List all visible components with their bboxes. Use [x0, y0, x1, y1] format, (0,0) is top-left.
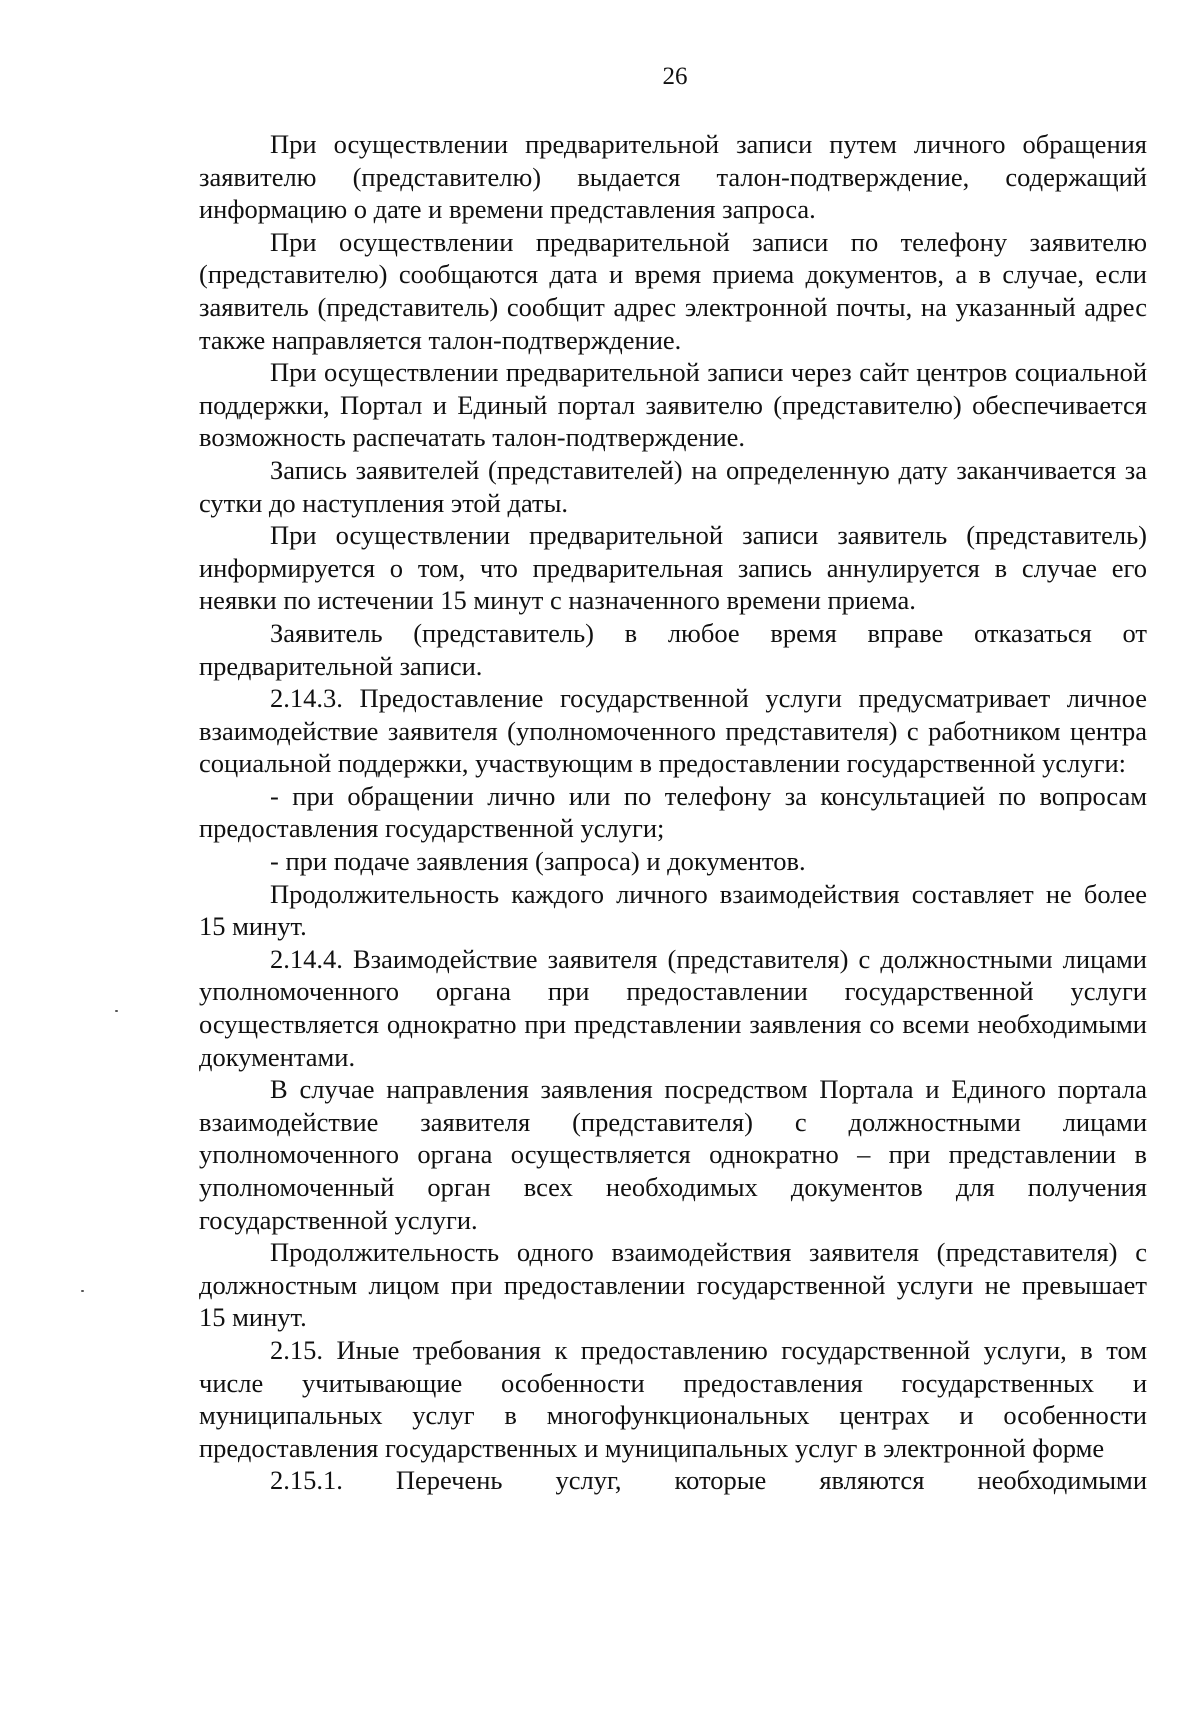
paragraph: Заявитель (представитель) в любое время вправе отказаться от предварительной записи. — [199, 617, 1147, 681]
paragraph: При осуществлении предварительной записи по телефону заявителю (представителю) сообщаются дата и время приема документов, а в случае, если заявитель (представитель) сообщит адрес электронной почты, на указанный адрес также направляется талон-подтверждение. — [199, 226, 1147, 355]
paragraph: При осуществлении предварительной записи заявитель (представитель) информируется о том, что предварительная запись аннулируется в случае его неявки по истечении 15 минут с назначенного времени приема. — [199, 520, 1147, 616]
paragraph: Продолжительность каждого личного взаимодействия составляет не более 15 минут. — [199, 878, 1147, 942]
page-number: 26 — [662, 63, 688, 90]
paragraph: При осуществлении предварительной записи путем личного обращения заявителю (представителю) выдается талон-подтверждение, содержащий информацию о дате и времени представления запроса. — [199, 129, 1147, 225]
paragraph: Продолжительность одного взаимодействия заявителя (представителя) с должностным лицом при предоставлении государственной услуги не превышает 15 минут. — [199, 1237, 1147, 1333]
scan-speck — [81, 1290, 84, 1292]
paragraph: 2.14.3. Предоставление государственной услуги предусматривает личное взаимодействие заявителя (уполномоченного представителя) с работником центра социальной поддержки, участвующим в предоставлении государственной услуги: — [199, 683, 1147, 779]
scan-speck — [115, 1010, 118, 1012]
paragraph: В случае направления заявления посредством Портала и Единого портала взаимодействие заявителя (представителя) с должностными лицами уполномоченного органа осуществляется однократно – при представлении в уполномоченный орган всех необходимых документов для получения государственной услуги. — [199, 1074, 1147, 1235]
paragraph: Запись заявителей (представителей) на определенную дату заканчивается за сутки до наступления этой даты. — [199, 454, 1147, 518]
paragraph: 2.15. Иные требования к предоставлению государственной услуги, в том числе учитывающие особенности предоставления государственных и муниципальных услуг в многофункциональных центрах и особенности предоставления государственных и муниципальных услуг в электронной форме — [199, 1334, 1147, 1463]
paragraph: - при подаче заявления (запроса) и документов. — [270, 846, 806, 877]
paragraph: При осуществлении предварительной записи через сайт центров социальной поддержки, Портал и Единый портал заявителю (представителю) обеспечивается возможность распечатать талон-подтверждение. — [199, 357, 1147, 453]
paragraph: - при обращении лично или по телефону за консультацией по вопросам предоставления государственной услуги; — [199, 780, 1147, 844]
paragraph: 2.14.4. Взаимодействие заявителя (представителя) с должностными лицами уполномоченного органа при предоставлении государственной услуги осуществляется однократно при представлении заявления со всеми необходимыми документами. — [199, 943, 1147, 1072]
paragraph: 2.15.1. Перечень услуг, которые являются необходимыми — [270, 1465, 1147, 1496]
document-body — [199, 128, 1147, 1497]
